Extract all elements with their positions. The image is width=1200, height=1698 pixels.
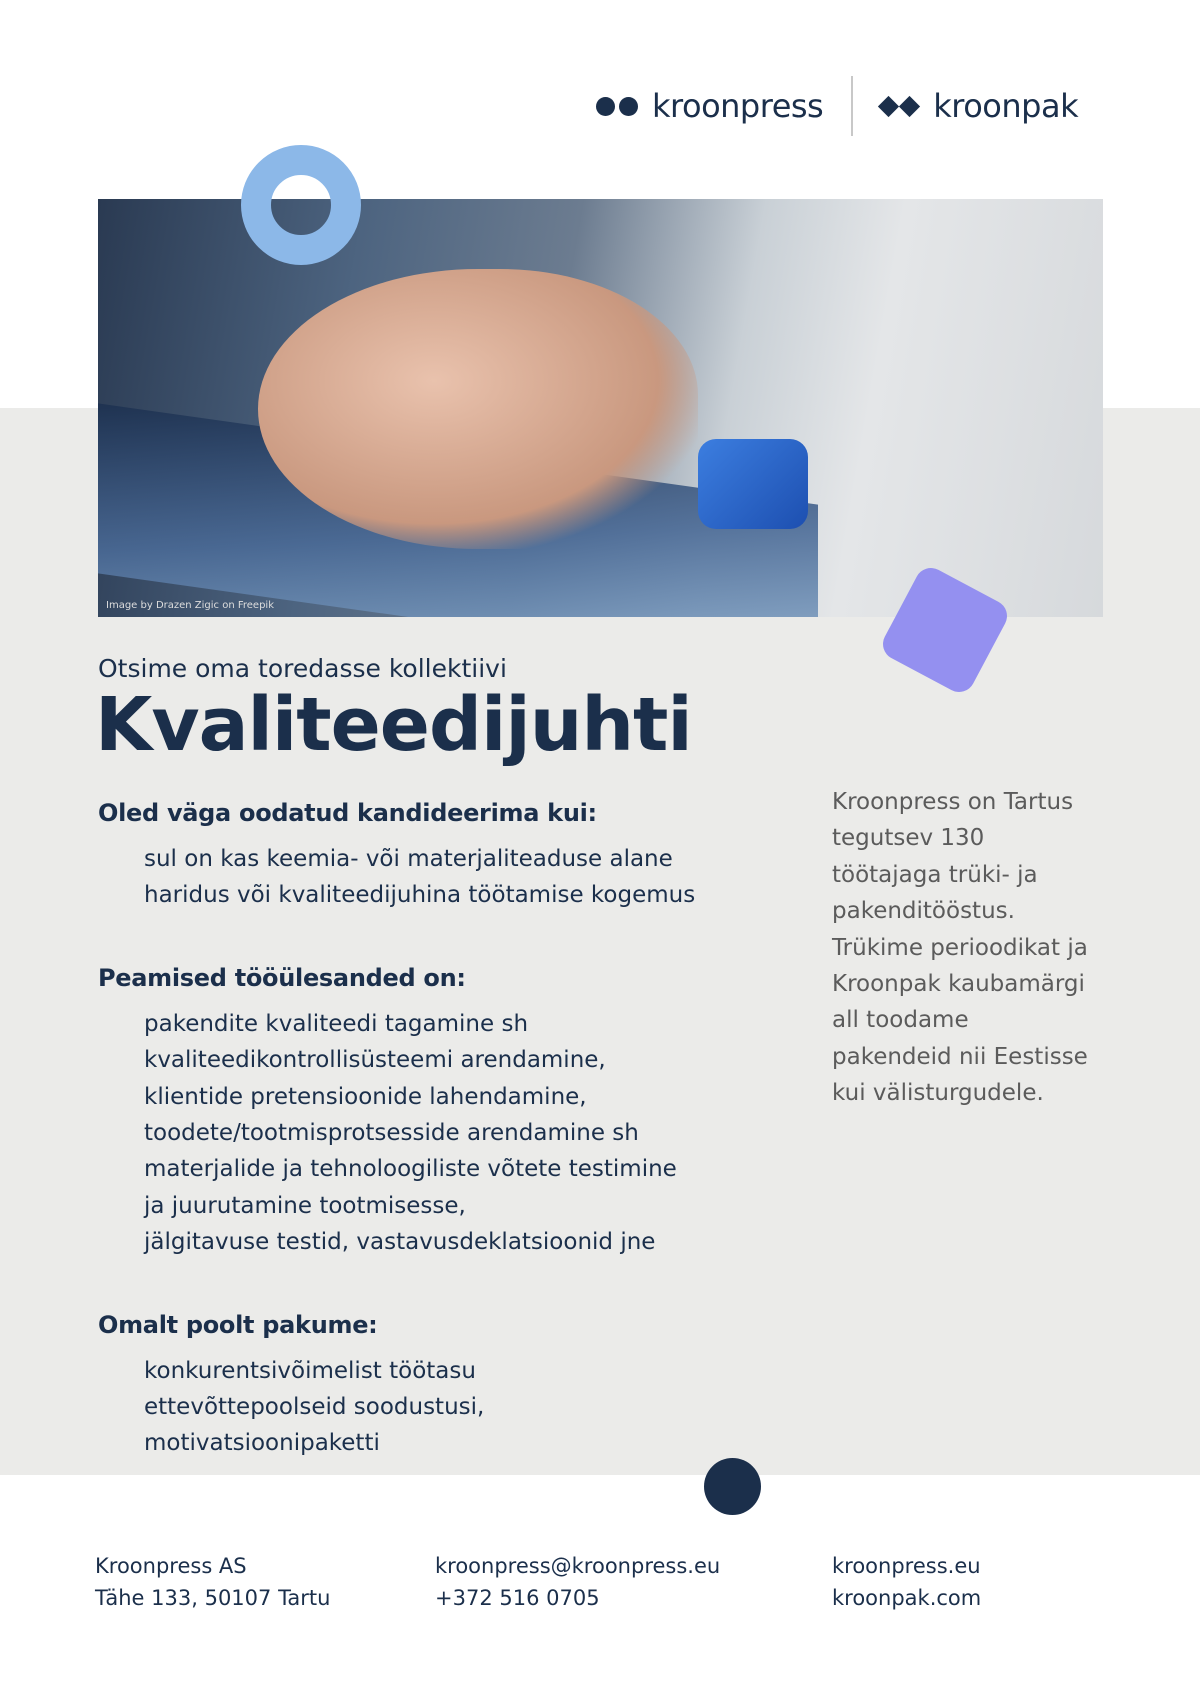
- page-title: Kvaliteedijuhti: [95, 682, 692, 768]
- list-item: motivatsioonipaketti: [144, 1430, 380, 1457]
- footer-contact: [435, 1550, 720, 1614]
- footer-websites: [832, 1550, 981, 1614]
- list-item: sul on kas keemia- või materjaliteaduse alane: [144, 846, 673, 872]
- description-line: Kroonpak kaubamärgi: [832, 971, 1085, 998]
- kroonpress-logo: [596, 87, 823, 125]
- list-item: toodete/tootmisprotsesside arendamine sh: [144, 1120, 639, 1147]
- description-line: pakendeid nii Eestisse: [832, 1043, 1088, 1070]
- phone-number[interactable]: +372 516 0705: [435, 1586, 600, 1610]
- website-link-kroonpress[interactable]: kroonpress.eu: [832, 1554, 981, 1578]
- kroonpress-wordmark: kroonpress: [652, 87, 824, 125]
- list-item: jälgitavuse testid, vastavusdeklatsioonid jne: [144, 1229, 656, 1256]
- description-line: kui välisturgudele.: [832, 1080, 1044, 1107]
- section-heading: Oled väga oodatud kandideerima kui:: [98, 799, 597, 827]
- decorative-ring: [241, 145, 361, 265]
- dots-icon: [596, 97, 638, 116]
- list-item: kvaliteedikontrollisüsteemi arendamine,: [144, 1047, 606, 1074]
- section-tasks: [98, 960, 758, 1261]
- description-line: Kroonpress on Tartus: [832, 789, 1074, 815]
- logo-divider: [851, 76, 853, 136]
- decorative-dot: [704, 1458, 761, 1515]
- company-address: Tähe 133, 50107 Tartu: [95, 1586, 331, 1610]
- photo-hand: [258, 269, 698, 549]
- list-item: haridus või kvaliteedijuhina töötamise kogemus: [144, 882, 696, 909]
- section-heading: Peamised tööülesanded on:: [98, 963, 466, 992]
- website-link-kroonpak[interactable]: kroonpak.com: [832, 1586, 982, 1610]
- description-line: tegutsev 130: [832, 825, 985, 852]
- company-name: Kroonpress AS: [95, 1554, 247, 1578]
- photo-blue-cap: [698, 439, 808, 529]
- email-link[interactable]: kroonpress@kroonpress.eu: [435, 1554, 721, 1578]
- main-content: [98, 795, 758, 1508]
- diamonds-icon: [879, 99, 919, 114]
- kroonpak-wordmark: kroonpak: [933, 87, 1079, 125]
- kroonpak-logo: [879, 87, 1078, 125]
- list-item: klientide pretensioonide lahendamine,: [144, 1083, 587, 1110]
- section-offer: [98, 1307, 758, 1462]
- footer-address: [95, 1550, 330, 1614]
- section-requirements: [98, 795, 758, 914]
- photo-credit: Image by Drazen Zigic on Freepik: [106, 600, 275, 611]
- list-item: ja juurutamine tootmisesse,: [144, 1192, 466, 1219]
- description-line: pakenditööstus.: [832, 898, 1015, 925]
- list-item: ettevõttepoolseid soodustusi,: [144, 1394, 485, 1421]
- company-description: [832, 784, 1122, 1112]
- section-heading: Omalt poolt pakume:: [98, 1310, 378, 1339]
- logo-bar: [596, 76, 1078, 136]
- description-line: Trükime perioodikat ja: [832, 934, 1088, 961]
- list-item: materjalide ja tehnoloogiliste võtete testimine: [144, 1156, 677, 1183]
- list-item: konkurentsivõimelist töötasu: [144, 1357, 476, 1384]
- description-line: töötajaga trüki- ja: [832, 861, 1038, 888]
- description-line: all toodame: [832, 1007, 969, 1034]
- intro-text: Otsime oma toredasse kollektiivi: [98, 654, 507, 683]
- hero-photo: [98, 199, 1103, 617]
- list-item: pakendite kvaliteedi tagamine sh: [144, 1010, 529, 1037]
